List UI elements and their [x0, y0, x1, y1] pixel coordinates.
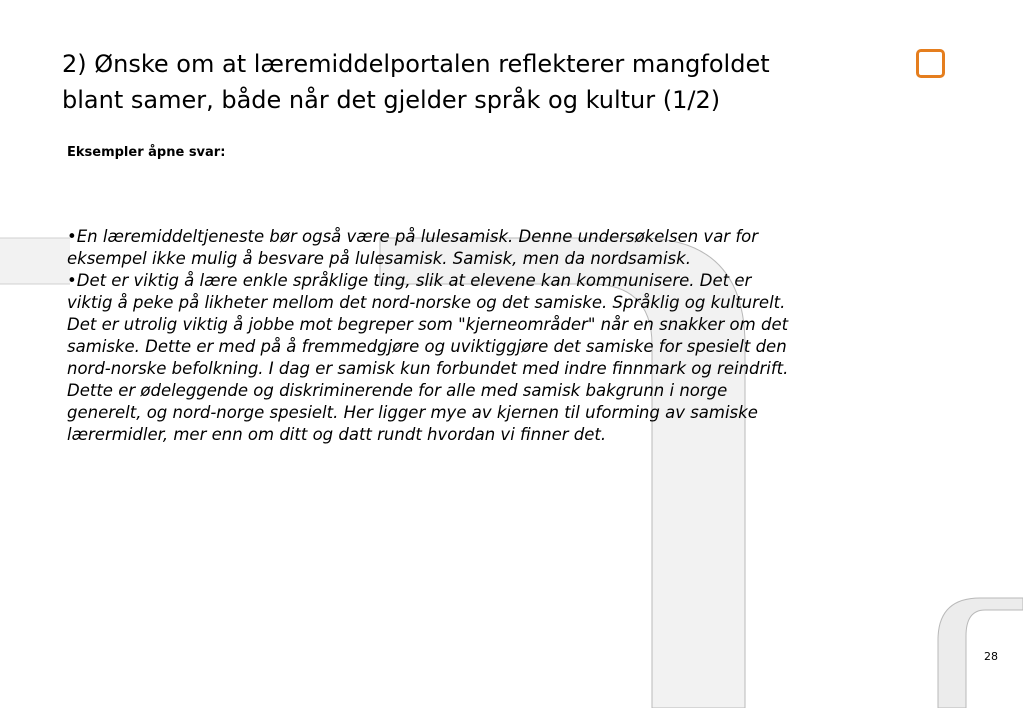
slide-title-line: 2) Ønske om at læremiddelportalen reflekterer mangfoldet — [62, 50, 770, 78]
page-number: 28 — [984, 650, 998, 663]
subheading: Eksempler åpne svar: — [67, 145, 226, 160]
orange-rounded-square-icon — [916, 49, 945, 78]
answer-line: eksempel ikke mulig å besvare på lulesamisk. Samisk, men da nordsamisk. — [67, 249, 691, 268]
answer-line: •Det er viktig å lære enkle språklige ting, slik at elevene kan kommunisere. Det er — [67, 271, 752, 290]
answer-line: Det er utrolig viktig å jobbe mot begreper som "kjerneområder" når en snakker om det — [67, 315, 789, 334]
answer-line: lærermidler, mer enn om ditt og datt rundt hvordan vi finner det. — [67, 425, 607, 444]
answer-line: nord-norske befolkning. I dag er samisk kun forbundet med indre finnmark og reindrift. — [67, 359, 789, 378]
answer-line: generelt, og nord-norge spesielt. Her ligger mye av kjernen til uforming av samiske — [67, 403, 758, 422]
slide-title — [62, 46, 882, 118]
answer-line: viktig å peke på likheter mellom det nord-norske og det samiske. Språklig og kulturelt. — [67, 293, 786, 312]
answer-line: Dette er ødeleggende og diskriminerende for alle med samisk bakgrunn i norge — [67, 381, 728, 400]
answer-line: samiske. Dette er med på å fremmedgjøre og uviktiggjøre det samiske for spesielt den — [67, 337, 787, 356]
slide-title-line: blant samer, både når det gjelder språk og kultur (1/2) — [62, 86, 721, 114]
answer-text-block — [67, 226, 907, 446]
answer-line: •En læremiddeltjeneste bør også være på lulesamisk. Denne undersøkelsen var for — [67, 227, 759, 246]
